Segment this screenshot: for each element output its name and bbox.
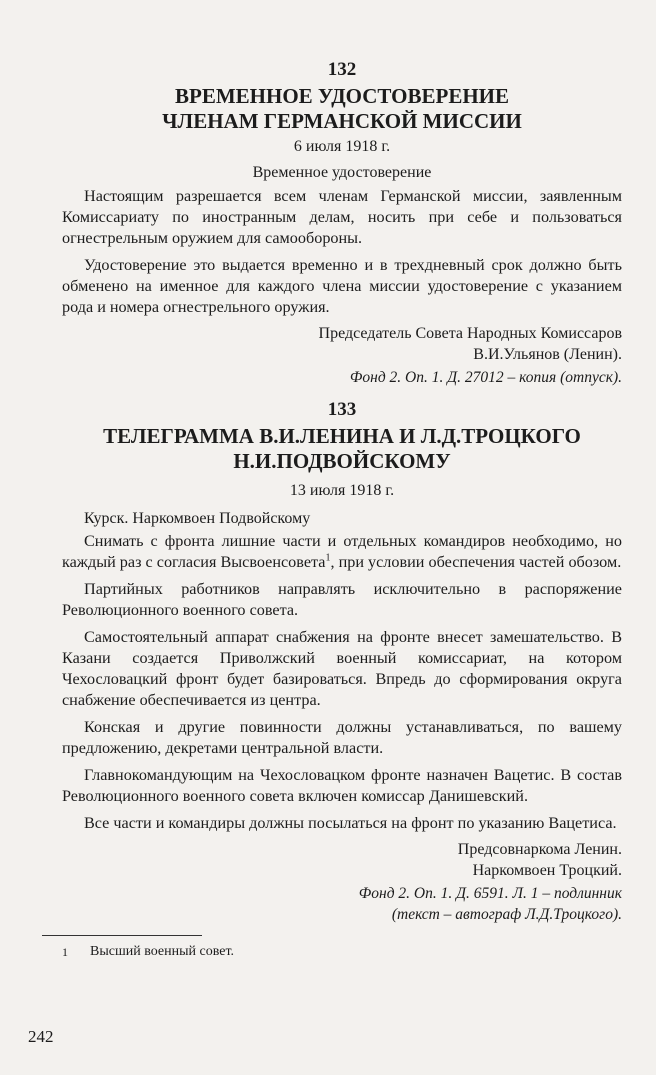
paragraph: Главнокомандующим на Чехословацком фронте назначен Вацетис. В состав Революционного военного совета включен комиссар Данишевский. [62,766,622,805]
paragraph-text: Снимать с фронта лишние части и отдельных командиров необходимо, но каждый раз с согласия Высвоенсовета [62,532,622,571]
paragraph: Партийных работников направлять исключительно в распоряжение Революционного военного совета. [62,580,622,619]
footnote-reference: 1 [325,552,331,564]
paragraph: Все части и командиры должны посылаться на фронт по указанию Вацетиса. [84,814,617,832]
signature-line-2: В.И.Ульянов (Ленин). [473,346,622,363]
document-date: 6 июля 1918 г. [293,138,391,155]
footnote-text: Высший военный совет. [90,944,235,959]
document-number: 133 [327,399,357,420]
paragraph: Самостоятельный аппарат снабжения на фронте внесет замешательство. В Казани создается Приволжский военный комиссариат, на котором Чехословацкий фронт будет базироваться. Впредь до сформирования округа снабжение обеспечивается из центра. [62,628,622,709]
page-number: 242 [28,1027,54,1046]
document-number: 132 [327,59,357,80]
archive-source-line-1: Фонд 2. Оп. 1. Д. 6591. Л. 1 – подлинник [358,885,622,902]
paragraph-text: , при условии обеспечения частей обозом. [330,553,622,571]
footnote [62,942,622,962]
document-title-line-2: ЧЛЕНАМ ГЕРМАНСКОЙ МИССИИ [162,109,522,133]
signature-line-2: Наркомвоен Троцкий. [472,862,622,879]
document-date: 13 июля 1918 г. [289,482,395,499]
paragraph [62,531,622,573]
document-page [62,58,622,962]
document-title-line-1: ТЕЛЕГРАММА В.И.ЛЕНИНА И Л.Д.ТРОЦКОГО [103,424,581,448]
archive-source: Фонд 2. Оп. 1. Д. 27012 – копия (отпуск). [349,369,622,386]
document-subtitle: Временное удостоверение [252,164,432,181]
footnote-divider [42,935,202,936]
signature-line-1: Предсовнаркома Ленин. [457,841,622,858]
document-132 [62,58,622,388]
telegram-address: Курск. Наркомвоен Подвойскому [84,510,311,527]
document-title-line-1: ВРЕМЕННОЕ УДОСТОВЕРЕНИЕ [174,84,509,108]
paragraph: Настоящим разрешается всем членам Германской миссии, заявленным Комиссариату по иностранным делам, носить при себе и пользоваться огнестрельным оружием для самообороны. [62,187,622,247]
footnote-mark: 1 [62,945,68,959]
paragraph: Конская и другие повинности должны устанавливаться, по вашему предложению, декретами центральной власти. [62,718,622,757]
paragraph: Удостоверение это выдается временно и в трехдневный срок должно быть обменено на именное для каждого члена миссии удостоверение с указанием рода и номера огнестрельного оружия. [62,256,622,316]
signature-line-1: Председатель Совета Народных Комиссаров [318,325,622,342]
document-title-line-2: Н.И.ПОДВОЙСКОМУ [233,449,451,473]
archive-source-line-2: (текст – автограф Л.Д.Троцкого). [391,906,622,923]
document-133 [62,398,622,925]
